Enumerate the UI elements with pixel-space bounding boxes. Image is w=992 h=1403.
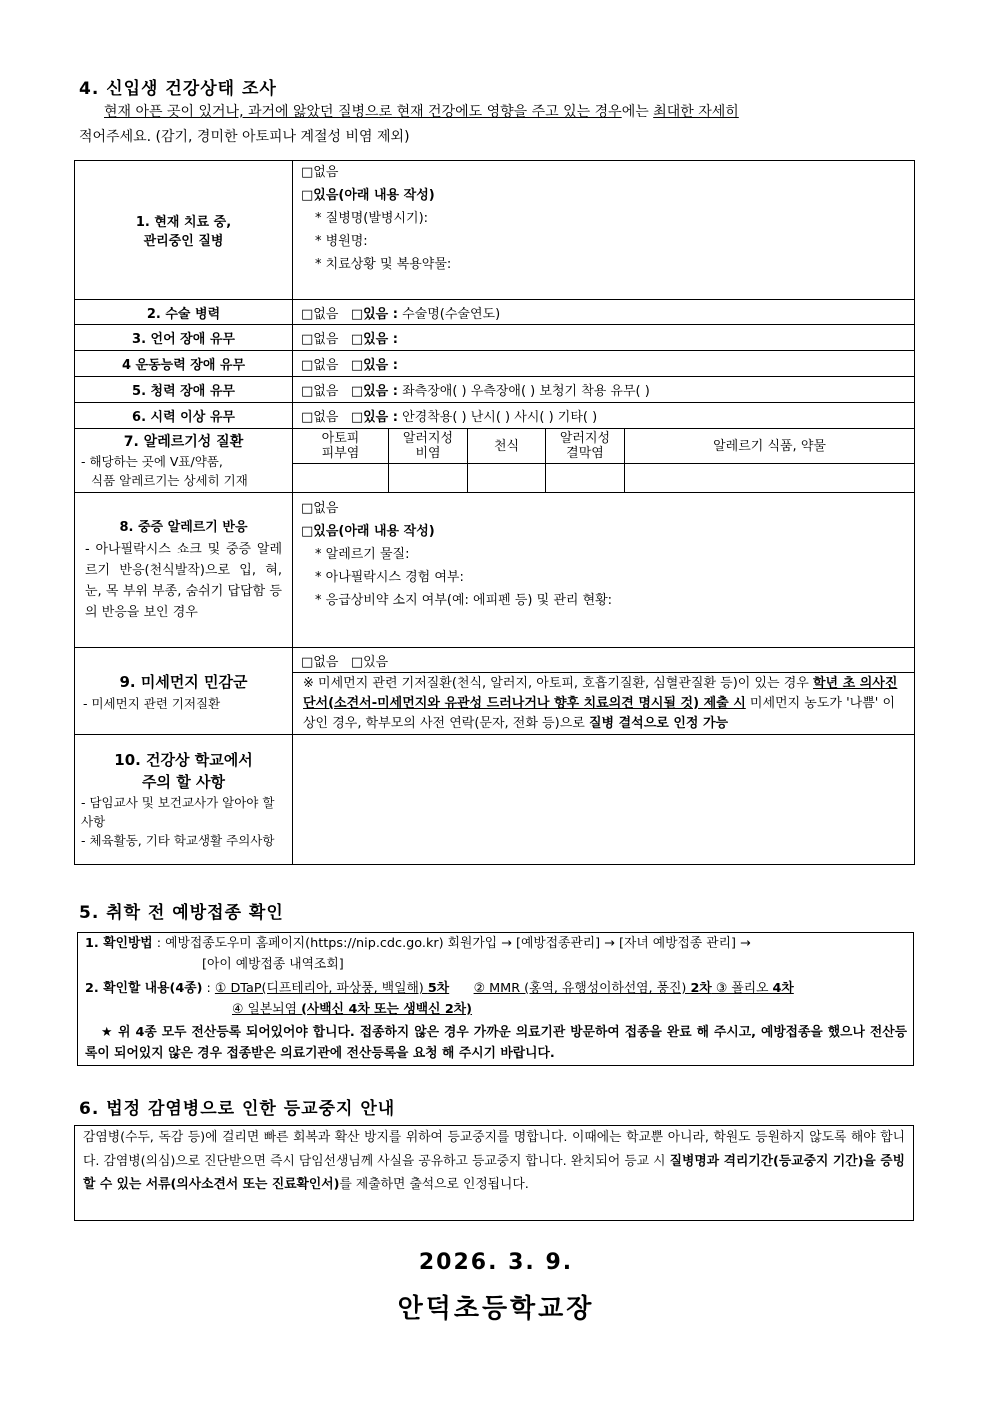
col-allergy-food-drug: 알레르기 식품, 약물 [625,429,915,464]
col-asthma: 천식 [468,429,546,464]
row-motor [75,351,915,377]
option-none-label: 없음 [313,501,339,516]
option-yes-label: 있음 : [363,306,398,322]
checkbox-yes[interactable] [351,655,363,670]
row-label-2: 주의 할 사항 [142,773,225,791]
answer-cell [293,403,915,429]
star-note [85,1022,907,1064]
suspension-emphasis: 질병명과 격리기간(등교중지 기간)을 증빙할 수 있는 서류(의사소견서 또는 진료확인서) [83,1153,905,1192]
content-line [85,978,794,999]
intro-part1: 현재 아픈 곳이 있거나, 과거에 앓았던 질병으로 [104,104,397,120]
row-severe-allergy [75,493,915,648]
checkbox-none[interactable] [301,332,313,347]
row-label: 7. 알레르기성 질환 [123,433,244,450]
conjunctivitis-input[interactable] [546,464,625,493]
intro-part3: 에는 [621,104,654,120]
note-emphasis: 학년 초 의사진단서(소견서-미세먼지와 유관성 드러나거나 향후 치료의견 명시될 것) 제출 시 [303,675,898,711]
method-text: : 예방접종도우미 홈페이지(https://nip.cdc.go.kr) 회원가입 → [예방접종관리] → [자녀 예방접종 관리] → [152,936,751,951]
row-label: 10. 건강상 학교에서 [114,751,253,769]
checkbox-none[interactable] [301,165,313,180]
surgery-detail: 수술명(수술연도) [397,306,501,322]
row-label: 1. 현재 치료 중, [135,215,232,230]
checkbox-yes[interactable] [351,358,363,373]
fine-dust-note [293,673,915,735]
dtap-item: ① DTaP(디프테리아, 파상풍, 백일해) [214,981,428,996]
row-school-caution [75,735,915,865]
note-emphasis-2: 질병 결석으로 인정 가능 [588,715,729,731]
content-sep: : [202,981,215,996]
vision-detail: 안경착용( ) 난시( ) 사시( ) 기타( ) [397,410,598,425]
mmr-dose: 2차 [690,981,712,996]
suspension-part3: 를 제출하면 출석으로 인정됩니다. [339,1177,529,1192]
checkbox-none[interactable] [301,358,313,373]
option-none-label: 없음 [313,410,339,425]
vaccination-box [77,932,914,1066]
answer-cell [293,161,915,300]
content-label: 2. 확인할 내용(4종) [85,981,203,996]
row-label: 2. 수술 병력 [75,300,293,325]
section-5-title: 5. 취학 전 예방접종 확인 [79,903,284,923]
checkbox-yes[interactable] [351,384,363,399]
suspension-part1: 감염병(수두, 독감 등)에 걸리면 빠른 회복과 확산 방지를 위하여 등교중지를 명합니다. 이때에는 학교뿐 아니라, 학원도 등원하지 않도록 해야 합니다. 감염병(의심)으로 진단받으면 즉시 담임선생님께 사실을 공유하고 등교중지 합니다. 완치되어 등교 시 [83,1130,905,1169]
hearing-detail: 좌측장애( ) 우측장애( ) 보청기 착용 유무( ) [397,384,650,399]
star-icon [101,1025,113,1040]
row-label: 6. 시력 이상 유무 [75,403,293,429]
health-survey-table [74,160,915,865]
method-label: 1. 확인방법 [85,936,153,951]
label-cell [75,161,293,300]
option-none-label: 없음 [313,306,339,322]
answer-cell [293,648,915,673]
anaphylaxis-experience-field[interactable]: * 아나필락시스 경험 여부: [315,570,464,585]
checkbox-none[interactable] [301,410,313,425]
mmr-item: ② MMR (홍역, 유행성이하선염, 풍진) [473,981,691,996]
option-yes-label: 있음 [363,654,389,670]
dtap-dose: 5차 [427,981,450,996]
section-4-title: 4. 신입생 건강상태 조사 [79,79,277,99]
option-yes-label: 있음(아래 내용 작성) [313,188,435,203]
checkbox-yes[interactable] [351,307,363,322]
option-none-label: 없음 [313,384,339,399]
option-none-label: 없음 [313,358,339,373]
row-label: 3. 언어 장애 유무 [75,325,293,351]
checkbox-none[interactable] [301,307,313,322]
caution-input[interactable] [293,735,915,865]
col-allergic-rhinitis: 알러지성 비염 [389,429,468,464]
label-cell [75,493,293,648]
option-yes-label: 있음(아래 내용 작성) [313,524,435,539]
option-none-label: 없음 [313,332,339,347]
option-none-label: 없음 [313,165,339,180]
allergen-field[interactable]: * 알레르기 물질: [315,547,410,562]
answer-cell [293,377,915,403]
emergency-medicine-field[interactable]: * 응급상비약 소지 여부(예: 에피펜 등) 및 관리 현황: [315,593,613,608]
method-line [85,933,907,954]
je-line [232,999,472,1020]
label-cell [75,648,293,735]
row-sublabel: - 해당하는 곳에 V표/약품, [81,453,223,469]
section-4-intro-line2: 적어주세요. (감기, 경미한 아토피나 계절성 비염 제외) [79,129,410,145]
allergy-food-input[interactable] [625,464,915,493]
col-allergic-conjunctivitis: 알러지성 결막염 [546,429,625,464]
row-vision [75,403,915,429]
disease-name-field[interactable]: * 질병명(발병시기): [315,211,429,226]
checkbox-none[interactable] [301,655,313,670]
row-fine-dust [75,648,915,673]
option-yes-label: 있음 : [363,332,398,347]
intro-emphasis-2: 최대한 자세히 [653,104,739,120]
checkbox-yes[interactable] [301,188,313,203]
checkbox-none[interactable] [301,501,313,516]
suspension-box [74,1125,914,1221]
col-atopic-dermatitis: 아토피 피부염 [293,429,389,464]
row-sublabel: - 아나필락시스 쇼크 및 중증 알레르기 반응(천식발작)으로 입, 혀, 눈, 목 부위 부종, 숨쉬기 답답함 등의 반응을 보인 경우 [85,542,282,620]
treatment-field[interactable]: * 치료상황 및 복용약물: [315,257,452,272]
row-sublabel-2: - 체육활동, 기타 학교생활 주의사항 [81,833,275,848]
intro-emphasis: 현재 건강에도 영향을 주고 있는 경우 [396,104,622,120]
principal-signature: 안덕초등학교장 [397,1294,595,1324]
row-label: 5. 청력 장애 유무 [75,377,293,403]
polio-item: ③ 폴리오 [711,981,773,996]
asthma-input[interactable] [468,464,546,493]
row-sublabel-2: 식품 알레르기는 상세히 기재 [91,472,248,488]
note-part3: 미세먼지 농도가 '나쁨' 이상인 경우, 학부모의 사전 연락(문자, 전화 등)으로 [303,695,896,731]
method-text-2: [아이 예방접종 내역조회] [202,957,344,972]
row-surgery [75,300,915,325]
rhinitis-input[interactable] [389,464,468,493]
row-label: 9. 미세먼지 민감군 [119,672,248,691]
option-yes-label: 있음 : [363,384,398,399]
row-allergy-header [75,429,915,464]
row-label: 4 운동능력 장애 유무 [75,351,293,377]
document-date: 2026. 3. 9. [418,1250,574,1275]
star-note-text: 위 4종 모두 전산등록 되어있어야 합니다. 접종하지 않은 경우 가까운 의료기관 방문하여 접종을 완료 해 주시고, 예방접종을 했으나 전산등록이 되어있지 않은 경우 접종받은 의료기관에 전산등록을 요청 해 주시기 바랍니다. [85,1025,907,1061]
je-item: ④ 일본뇌염 [232,1002,302,1017]
suspension-text [83,1126,905,1197]
row-current-disease [75,161,915,300]
answer-cell [293,351,915,377]
checkbox-yes[interactable] [351,332,363,347]
row-hearing [75,377,915,403]
row-sublabel: - 미세먼지 관련 기저질환 [83,695,221,711]
checkbox-yes[interactable] [351,410,363,425]
row-label-2: 관리중인 질병 [143,234,224,249]
row-sublabel: - 담임교사 및 보건교사가 알아야 할 사항 [81,795,275,829]
hospital-name-field[interactable]: * 병원명: [315,234,368,249]
polio-dose: 4차 [772,981,794,996]
label-cell [75,429,293,493]
label-cell [75,735,293,865]
option-yes-label: 있음 : [363,358,398,373]
atopic-input[interactable] [293,464,389,493]
checkbox-none[interactable] [301,384,313,399]
row-label: 8. 중증 알레르기 반응 [119,520,248,535]
checkbox-yes[interactable] [301,524,313,539]
option-none-label: 없음 [313,654,339,670]
answer-cell [293,300,915,325]
section-6-title: 6. 법정 감염병으로 인한 등교중지 안내 [79,1099,396,1119]
row-speech [75,325,915,351]
section-4-intro [104,101,739,123]
answer-cell [293,493,915,648]
note-part1: ※ 미세먼지 관련 기저질환(천식, 알러지, 아토피, 호흡기질환, 심혈관질환 등)이 있는 경우 [303,675,813,691]
option-yes-label: 있음 : [363,410,398,425]
je-dose: (사백신 4차 또는 생백신 2차) [301,1002,473,1017]
answer-cell [293,325,915,351]
